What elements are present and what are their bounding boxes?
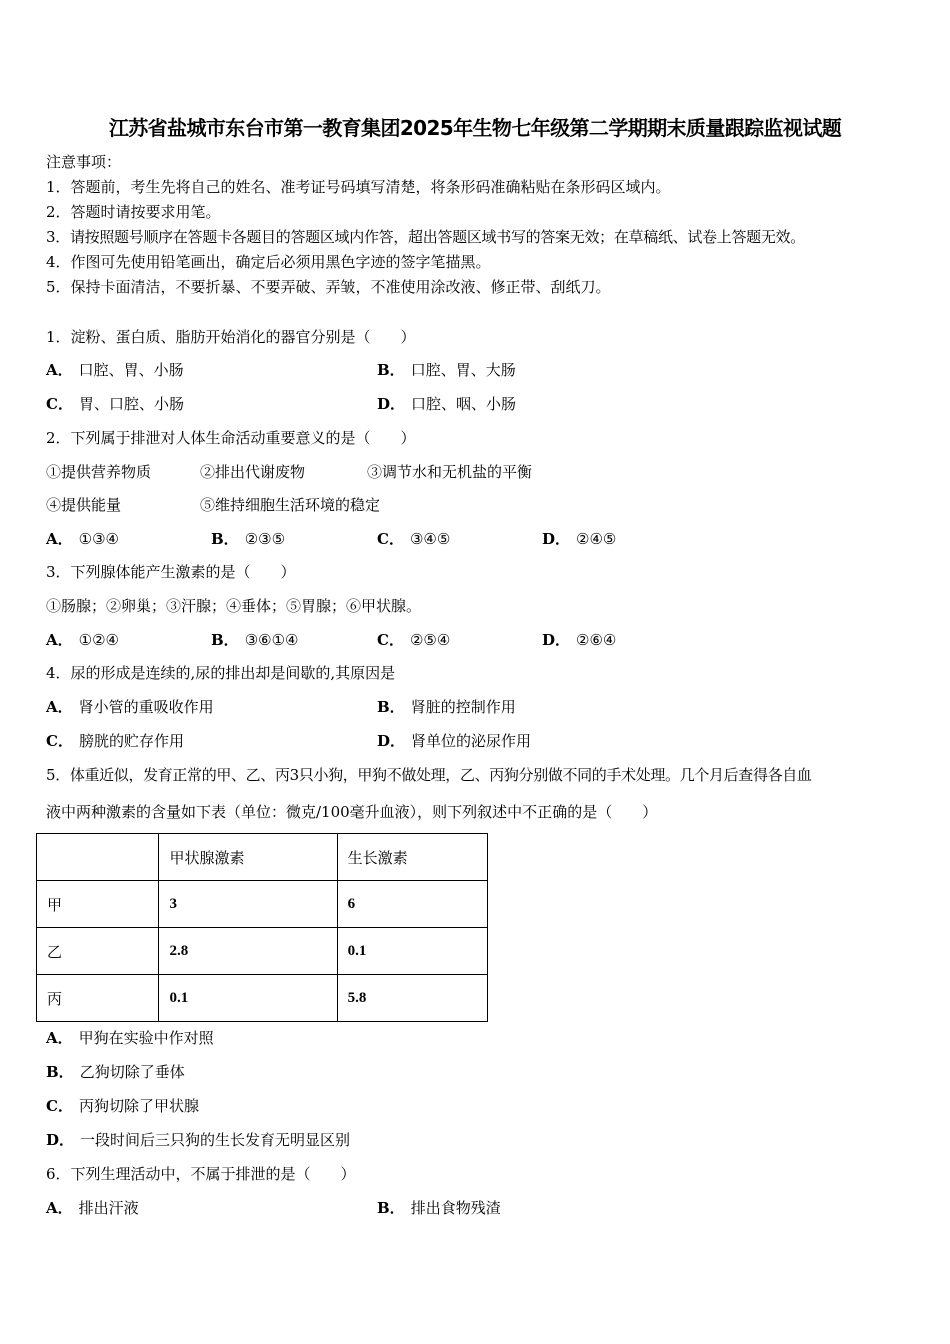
page-title: 江苏省盐城市东台市第一教育集团2025年生物七年级第二学期期末质量跟踪监视试题 <box>108 116 842 140</box>
q3-option-a: A． ①②④ <box>46 631 119 649</box>
table-cell: 乙 <box>37 928 159 975</box>
q1-option-c: C． 胃、口腔、小肠 <box>46 395 184 413</box>
q1-option-b: B． 口腔、胃、大肠 <box>377 361 516 379</box>
q2-option-b: B． ②③⑤ <box>211 530 286 548</box>
q3-option-b: B． ③⑥①④ <box>211 631 299 649</box>
q2-option-c: C． ③④⑤ <box>377 530 451 548</box>
table-cell: 丙 <box>37 975 159 1022</box>
q1-option-a: A． 口腔、胃、小肠 <box>46 361 184 379</box>
question-5-stem-line1: 5．体重近似，发育正常的甲、乙、丙3只小狗，甲狗不做处理，乙、丙狗分别做不同的手术处理。几个月后查得各自血 <box>46 766 812 784</box>
notice-item: 4．作图可先使用铅笔画出，确定后必须用黑色字迹的签字笔描黑。 <box>46 253 491 271</box>
notice-item: 5．保持卡面清洁，不要折暴、不要弄破、弄皱，不准使用涂改液、修正带、刮纸刀。 <box>46 278 611 296</box>
q6-option-a: A． 排出汗液 <box>46 1199 139 1217</box>
q4-option-b: B． 肾脏的控制作用 <box>377 698 516 716</box>
table-cell: 0.1 <box>337 928 487 975</box>
q5-option-b: B． 乙狗切除了垂体 <box>46 1063 185 1081</box>
table-header-row <box>37 834 488 881</box>
q5-option-d: D． 一段时间后三只狗的生长发育无明显区别 <box>46 1131 351 1149</box>
table-cell: 5.8 <box>337 975 487 1022</box>
table-header-cell <box>37 834 159 881</box>
q3-option-c: C． ②⑤④ <box>377 631 451 649</box>
q3-option-d: D． ②⑥④ <box>542 631 617 649</box>
notice-item: 1．答题前，考生先将自己的姓名、准考证号码填写清楚，将条形码准确粘贴在条形码区域内。 <box>46 178 671 196</box>
table-header-cell: 甲状腺激素 <box>159 834 337 881</box>
question-6-stem: 6．下列生理活动中，不属于排泄的是（ ） <box>46 1165 356 1183</box>
q4-option-c: C． 膀胱的贮存作用 <box>46 732 184 750</box>
table-cell: 6 <box>337 881 487 928</box>
q4-option-a: A． 肾小管的重吸收作用 <box>46 698 214 716</box>
table-cell: 2.8 <box>159 928 337 975</box>
table-row <box>37 881 488 928</box>
q5-option-a: A． 甲狗在实验中作对照 <box>46 1029 214 1047</box>
q6-option-b: B． 排出食物残渣 <box>377 1199 501 1217</box>
notice-item: 2．答题时请按要求用笔。 <box>46 203 221 221</box>
table-row <box>37 975 488 1022</box>
question-2-stem: 2．下列属于排泄对人体生命活动重要意义的是（ ） <box>46 429 416 447</box>
q1-option-d: D． 口腔、咽、小肠 <box>377 395 517 413</box>
notice-item: 3．请按照题号顺序在答题卡各题目的答题区域内作答，超出答题区域书写的答案无效；在草稿纸、试卷上答题无效。 <box>46 228 805 246</box>
question-1-stem: 1．淀粉、蛋白质、脂肪开始消化的器官分别是（ ） <box>46 328 416 346</box>
q2-item: ③调节水和无机盐的平衡 <box>367 463 533 481</box>
q4-option-d: D． 肾单位的泌尿作用 <box>377 732 532 750</box>
q5-option-c: C． 丙狗切除了甲状腺 <box>46 1097 199 1115</box>
table-cell: 3 <box>159 881 337 928</box>
table-row <box>37 928 488 975</box>
q2-item: ⑤维持细胞生活环境的稳定 <box>200 496 381 514</box>
q2-item: ②排出代谢废物 <box>200 463 306 481</box>
q3-items: ①肠腺；②卵巢；③汗腺；④垂体；⑤胃腺；⑥甲状腺。 <box>46 597 422 615</box>
question-5-stem-line2: 液中两种激素的含量如下表（单位：微克/100毫升血液），则下列叙述中不正确的是（ ） <box>46 803 658 821</box>
hormone-table <box>36 833 488 1022</box>
q2-item: ④提供能量 <box>46 496 122 514</box>
q2-item: ①提供营养物质 <box>46 463 152 481</box>
q2-option-a: A． ①③④ <box>46 530 119 548</box>
table-header-cell: 生长激素 <box>337 834 487 881</box>
table-cell: 0.1 <box>159 975 337 1022</box>
q2-option-d: D． ②④⑤ <box>542 530 617 548</box>
table-cell: 甲 <box>37 881 159 928</box>
question-4-stem: 4．尿的形成是连续的,尿的排出却是间歇的,其原因是 <box>46 664 396 682</box>
question-3-stem: 3．下列腺体能产生激素的是（ ） <box>46 563 296 581</box>
notice-heading: 注意事项： <box>46 153 122 171</box>
